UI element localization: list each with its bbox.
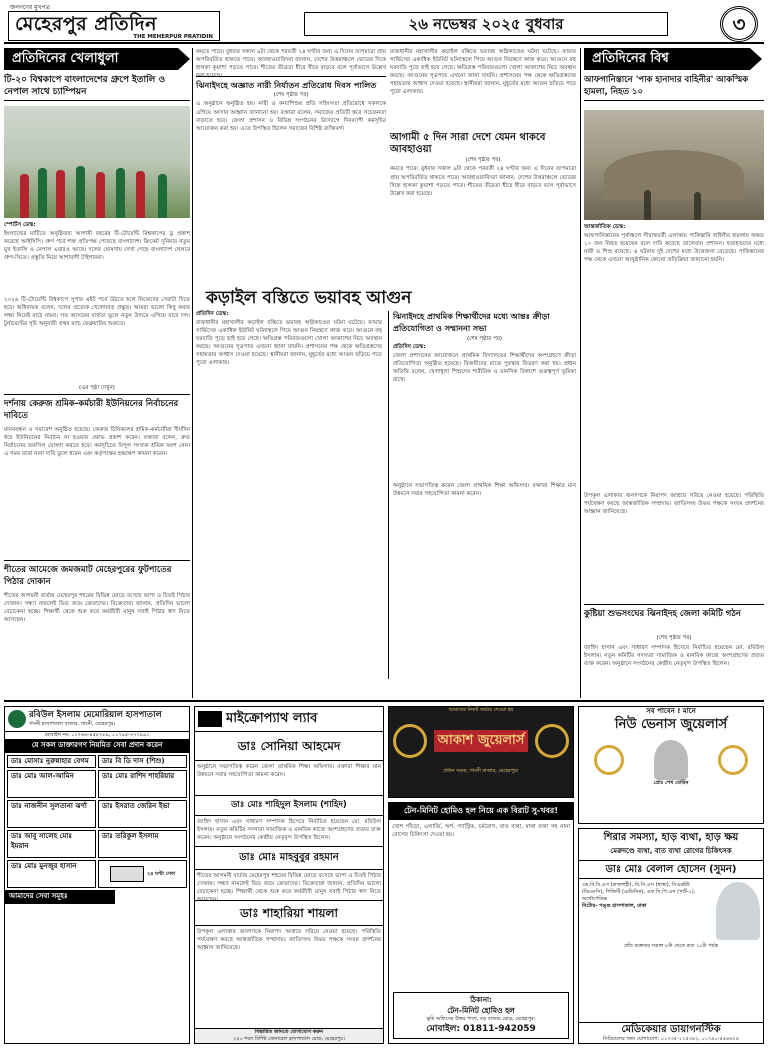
micro-doctor-1: ডাঃ সোনিয়া আহমেদ <box>195 732 383 761</box>
prev-story-tail: কমতে পারে। বুধবার সকাল ৯টা থেকে পরবর্তী ২৪ ঘণ্টার জন্য এ দিনের তাপমাত্রা প্রায় অপরিবর্তিত থাকতে পারে। আবহাওয়াবিদরা জানান, দেশের উত্তরাঞ্চলে ভোরের দিকে হালকা কুয়াশা পড়তে পারে। শীতের তীব্রতা ধীরে ধীরে বাড়বে বলে পূর্বাভাসে উল্লেখ করা হয়েছে। <box>196 49 386 80</box>
micro-doctor-4-details: উপকূল এলাকার জনগণকে নিরাপদ আশ্রয়ে সরিয়ে নেওয়া হয়েছে। পরিস্থিতি পর্যবেক্ষণ করছে আন্তর্জাতিক সম্প্রদায়। জাতিসংঘ উভয় পক্ষকে সংযম প্রদর্শনের আহ্বান জানিয়েছে। <box>197 928 381 952</box>
soldier-figure <box>644 190 651 220</box>
kerur-headline[interactable]: দর্শনায় কেরুজ শ্রমিক-কর্মচারী ইউনিয়নের নির্বাচনের দাবিতে <box>4 399 179 421</box>
ad-divider <box>4 700 764 702</box>
hospital-ad[interactable] <box>4 706 190 1044</box>
bone-doctor-ad[interactable] <box>578 828 764 1044</box>
doctor-name: ডাঃ মোসাঃ নুরুন্নাহার বেগম <box>7 755 96 768</box>
micropath-footer: বিস্তারিত জানতে যোগাযোগ করুন <box>254 1029 324 1035</box>
hospital-address: গাংনী হাসপাতাল বাজার, গাংনী, মেহেরপুর। <box>29 721 116 728</box>
divider <box>4 560 190 561</box>
bone-sub: মেরুদণ্ডে ব্যথা, বাত ব্যথা রোগের চিকিৎসক <box>610 846 732 855</box>
micropath-ad[interactable] <box>194 706 384 1044</box>
doctor-name: ডাঃ তরিকুল ইসলাম <box>98 830 187 858</box>
player-figure <box>56 170 65 218</box>
doctor-name: ডাঃ আবু সালেহ মোঃ ইমরান <box>7 830 96 858</box>
venus-title: নিউ ভেনাস জুয়েলার্স <box>614 717 728 733</box>
micropath-logo-icon <box>198 711 222 727</box>
doctor-name: ডাঃ মোঃ রাশিদ শাহরিয়ার <box>98 770 187 798</box>
jhenaidah-day-headline[interactable]: ঝিনাইদহে অজ্ঞাত নারী নির্যাতন প্রতিরোধ দিবস পালিত <box>196 76 386 91</box>
jhenaidah-byline: প্রতিদিন ডেস্ক: <box>393 344 426 351</box>
newspaper-title: মেহেরপুর প্রতিদিন <box>15 13 157 35</box>
akash-address: প্রধান সড়ক, গাংনী বাজার, মেহেরপুর। <box>443 768 519 774</box>
player-figure <box>158 174 167 218</box>
jhenaidah-body: জেলা প্রশাসনের আয়োজনে প্রাথমিক বিদ্যালয়ের শিক্ষার্থীদের অংশগ্রহণে ক্রীড়া প্রতিযোগিতা অনুষ্ঠিত হয়েছে। বিজয়ীদের মাঝে পুরস্কার বিতরণ করা হয়। প্রধান অতিথি বলেন, খেলাধুলা শিশুদের শারীরিক ও মানসিক বিকাশে গুরুত্বপূর্ণ ভূমিকা রাখে। <box>393 352 576 384</box>
center-top-body: এ অনুষ্ঠানে অনুষ্ঠিত হয়। নারী ও কন্যাশিশুর প্রতি সহিংসতা প্রতিরোধে সকলকে এগিয়ে আসার আহ্বান জানানো হয়। বক্তারা বলেন, সমাজের প্রতিটি স্তরে সচেতনতা বাড়াতে হবে। জেলা প্রশাসন ও বিভিন্ন সংগঠনের উদ্যোগে দিনব্যাপী কর্মসূচির আয়োজন করা হয়। এতে উপস্থিত ছিলেন সমাজের বিশিষ্ট ব্যক্তিবর্গ। <box>196 101 386 132</box>
bone-schedule: প্রতি শুক্রবার সকাল ৮টা থেকে রাত ১০টা পর্যন্ত <box>623 943 719 950</box>
homeo-headline: টেন-মিনিট হোমিও হল নিয়ে এক বিরাট সু-খবর! <box>389 803 573 820</box>
bone-doctor-name: ডাঃ মোঃ বেলাল হোসেন (সুমন) <box>579 860 763 880</box>
fire-headline[interactable]: কড়াইল বস্তিতে ভয়াবহ আগুন <box>206 288 412 308</box>
homeo-contact-address: ভূমি অফিসের উত্তর পাশে, বড় বাজার মোড়, মেহেরপুর। <box>426 1015 536 1022</box>
bone-clinic-address: সিরিয়ালের জন্য যোগাযোগ: ০১৭৩৫-২২৫৩৪২, ০১৭৯০-৫৪৪৬২৪ <box>602 1036 740 1042</box>
ambulance-label: ২৪ ঘণ্টা সেবা <box>146 870 176 877</box>
micro-doctor-4: ডাঃ শাহারিয়া শায়লা <box>195 900 383 926</box>
kushtia-body: জাহিদ হাসান এবং সাধারণ সম্পাদক হিসেবে নির্বাচিত হয়েছেন মো. রবিউল ইসলাম। নতুন কমিটির সদস্যরা সামাজিক ও মানবিক কাজে অংশগ্রহণের প্রত্যয় ব্যক্ত করেন। অনুষ্ঠানে সংগঠনের কেন্দ্রীয় নেতৃবৃন্দ উপস্থিত ছিলেন। <box>584 645 764 668</box>
micropath-name: মাইক্রোপ্যাথ ল্যাব <box>226 711 318 726</box>
jhenaidah-sports-headline[interactable]: ঝিনাইদহে প্রাথমিক শিক্ষার্থীদের মধ্যে আন্তঃ ক্রীড়া প্রতিযোগিতা ও সম্মাননা সভা <box>393 312 550 333</box>
sports-body: ইংল্যান্ডের মাটিতে অনুষ্ঠিতব্য আগামী বছরের টি-টোয়েন্টি বিশ্বকাপের ড্র প্রকাশ করেছে আইসিসি। গ্রুপ পর্বে শক্ত প্রতিপক্ষ পেয়েছে বাংলাদেশ। ক্রিকেট দুনিয়ার নতুন মুখ ইতালি ও নেপাল এবারও আছে। দলের ঘোষণায় দেখা গেছে বাংলাদেশ খেলবে গ্রুপ-সিতে। প্রস্তুতি নিয়ে আশাবাদী টাইগাররা। <box>4 230 190 261</box>
sports-continued[interactable]: (এর পৃষ্ঠা দেখুন) <box>79 385 115 391</box>
afghan-border-photo <box>584 110 764 220</box>
hospital-logo-icon <box>8 710 26 728</box>
column-rule <box>192 48 193 698</box>
bone-degrees: এম.বি.বি.এস (রাজশাহী), বি.সি.এস (স্বাস্থ্য), সিএমইউ (ডিএমসি), পিজিটি (মেডিসিন), এফ.সি.পি.এস (পার্ট-১), অর্থোপেডিক্স <box>582 882 696 903</box>
pitha-headline[interactable]: শীতের আমেজে জমজমাট মেহেরপুরের ফুটপাতের পিঠার দোকান <box>4 565 172 587</box>
column-rule <box>580 48 581 698</box>
newspaper-logo[interactable] <box>8 11 220 41</box>
micro-doctor-3-details: শীতের আগমনী বার্তায় মেহেরপুর শহরের বিভিন্ন মোড়ে বসেছে ভাপা ও চিতই পিঠার দোকান। সন্ধ্যা নামলেই ভিড় জমে ক্রেতাদের। বিক্রেতারা জানান, প্রতিদিন ভালো বেচাকেনা হচ্ছে। শিক্ষার্থী থেকে শুরু করে কর্মজীবী মানুষ সবাই পিঠার স্বাদ নিতে আসছেন। <box>197 872 381 903</box>
player-figure <box>96 172 105 218</box>
ring-icon <box>594 745 624 775</box>
venus-slogan: সব পাবেন ! মানে <box>646 707 696 715</box>
weather-headline[interactable]: আগামী ৫ দিন সারা দেশে যেমন থাকবে আবহাওয়া <box>390 132 546 155</box>
center-top-section <box>196 48 386 288</box>
divider <box>4 394 190 395</box>
player-figure <box>116 168 125 218</box>
center-top-continued[interactable]: (শেষ পৃষ্ঠার পর) <box>273 92 309 98</box>
micro-doctor-1-details: অনুষ্ঠানে সভাপতিত্ব করেন জেলা প্রাথমিক শিক্ষা অফিসার। বক্তারা শিক্ষার মান উন্নয়নে সবার সহযোগিতা কামনা করেন। <box>197 763 381 778</box>
player-figure <box>136 171 145 218</box>
akash-name: আকাশ জুয়েলার্স <box>434 730 529 752</box>
doctor-name: ডাঃ মোঃ মুনজুর হাসান <box>7 860 96 888</box>
player-figure <box>76 166 85 218</box>
divider <box>584 604 764 605</box>
doctor-name: ডাঃ মোঃ আল-আমিন <box>7 770 96 798</box>
micro-doctor-3: ডাঃ মোঃ মাহবুবুর রহমান <box>195 846 383 870</box>
necklace-icon <box>393 724 427 758</box>
owner-photo <box>654 740 688 780</box>
hospital-name: রবিউল ইসলাম মেমোরিয়াল হাসপাতাল <box>29 710 162 720</box>
newspaper-subtitle: THE MEHERPUR PRATIDIN <box>133 34 213 40</box>
world-section-header: প্রতিদিনের বিশ্ব <box>584 48 750 70</box>
world-byline: আন্তর্জাতিক ডেস্ক: <box>584 224 626 230</box>
world-headline[interactable]: আফগানিস্তানে 'পাক হানাদার বাহিনীর' আকস্মিক হামলা, নিহত ১০ <box>584 74 764 101</box>
hospital-banner: যে সকল ডাক্তারগণ নিয়মিত সেবা প্রদান করেন <box>5 739 189 752</box>
world-section <box>584 48 764 698</box>
homeo-ad[interactable] <box>388 802 574 1044</box>
weather-continued[interactable]: (শেষ পৃষ্ঠার পর) <box>465 157 501 163</box>
prev-story-tail-2: রাজধানীর মহাখালীর কড়াইল বস্তিতে ভয়াবহ অগ্নিকাণ্ডের ঘটনা ঘটেছে। ফায়ার সার্ভিসের একাধিক ইউনিট ঘটনাস্থলে গিয়ে আগুন নিয়ন্ত্রণে কাজ করে। আগুনে বহু ঘরবাড়ি পুড়ে ছাই হয়ে গেছে। ক্ষতিগ্রস্ত পরিবারগুলো খোলা আকাশের নিচে অবস্থান করছে। আগুনের সূত্রপাত এখনো জানা যায়নি। প্রশাসনের পক্ষ থেকে ক্ষতিগ্রস্তদের সহায়তার আশ্বাস দেওয়া হয়েছে। স্থানীয়রা জানান, মুহূর্তের মধ্যে আগুন ছড়িয়ে পড়ে পুরো এলাকায়। <box>390 49 576 96</box>
kushtia-headline[interactable]: কুষ্টিয়া শুভসংঘের ঝিনাইদহ জেলা কমিটি গঠন <box>584 609 741 619</box>
kushtia-continued[interactable]: (শেষ পৃষ্ঠার পর) <box>656 635 692 641</box>
world-body: আফগানিস্তানের পূর্বাঞ্চলে সীমান্তবর্তী এলাকায় পাকিস্তানি বাহিনীর হামলায় অন্তত ১০ জন নিহত হয়েছেন বলে দাবি করেছে তালেবান প্রশাসন। হতাহতদের মধ্যে নারী ও শিশু রয়েছে। এ ঘটনায় দুই দেশের মধ্যে উত্তেজনা বেড়েছে। পাকিস্তানের পক্ষ থেকে এখনো আনুষ্ঠানিক কোনো প্রতিক্রিয়া জানানো হয়নি। <box>584 232 764 263</box>
hospital-phone: মোবাইল নং: ০১৭৬৬-৪৫৮৭৮৯, ০১৭৯৫-৩৭৭৯৯১ <box>44 732 150 739</box>
services-title: আমাদের সেবা সমূহঃ <box>5 890 115 903</box>
world-body-2: উপকূল এলাকার জনগণকে নিরাপদ আশ্রয়ে সরিয়ে নেওয়া হয়েছে। পরিস্থিতি পর্যবেক্ষণ করছে আন্তর্জাতিক সম্প্রদায়। জাতিসংঘ উভয় পক্ষকে সংযম প্রদর্শনের আহ্বান জানিয়েছে। <box>584 493 764 516</box>
homeo-contact-name: টেন-মিনিট হোমিও হল <box>447 1005 515 1015</box>
venus-owner: প্রোঃ শেখ মোমিন <box>653 779 689 786</box>
akash-top: আমাদের নিকট অর্ডার দেওয়া হয় <box>448 707 514 713</box>
pitha-body: শীতের আগমনী বার্তায় মেহেরপুর শহরের বিভিন্ন মোড়ে বসেছে ভাপা ও চিতই পিঠার দোকান। সন্ধ্যা নামলেই ভিড় জমে ক্রেতাদের। বিক্রেতারা জানান, প্রতিদিন ভালো বেচাকেনা হচ্ছে। শিক্ষার্থী থেকে শুরু করে কর্মজীবী মানুষ সবাই পিঠার স্বাদ নিতে আসছেন। <box>4 593 190 624</box>
doctor-name: ডাঃ ইসরাত জেরিন ইভা <box>98 800 187 828</box>
bone-headline: শিরার সমস্যা, হাড় ব্যথা, হাড় ক্ষয় <box>603 832 739 843</box>
weather-body: কমতে পারে। বুধবার সকাল ৯টা থেকে পরবর্তী ২৪ ঘণ্টার জন্য এ দিনের তাপমাত্রা প্রায় অপরিবর্তিত থাকতে পারে। আবহাওয়াবিদরা জানান, দেশের উত্তরাঞ্চলে ভোরের দিকে হালকা কুয়াশা পড়তে পারে। শীতের তীব্রতা ধীরে ধীরে বাড়বে বলে পূর্বাভাসে উল্লেখ করা হয়েছে। <box>390 166 576 197</box>
weather-section <box>390 48 576 288</box>
doctor-name: ডাঃ নাজনীন সুলতানা ঝর্ণা <box>7 800 96 828</box>
bone-clinic: মেডিকেয়ার ডায়াগনস্টিক <box>621 1023 721 1035</box>
masthead <box>4 2 764 44</box>
homeo-points: খোশ পাঁচড়া, এলার্জি, অর্শ, গ্যাস্ট্রিক, চর্মরোগ, বাত ব্যথা, মাথা ব্যথা সহ নানা রোগের চিকিৎসা দেওয়া হয়। <box>392 823 570 838</box>
bone-hospital: নিটোর- পঙ্গু হাসপাতাল, ঢাকা <box>582 903 647 910</box>
akash-jewellers-ad[interactable] <box>388 706 574 798</box>
sports-section-header: প্রতিদিনের খেলাধুলা <box>4 48 178 70</box>
sports-body-continued: ২০২৬ টি-টোয়েন্টি বিশ্বকাপে সুপার এইট পর্বে উঠতে হলে নিজেদের সেরাটা দিতে হবে। অধিনায়ক বলেন, দলের প্রত্যেক খেলোয়াড় প্রস্তুত। আমরা ভালো কিছু করার লক্ষ্য নিয়েই মাঠে নামব। গত আসরের ব্যর্থতা ভুলে নতুন উদ্যমে এগিয়ে যাবে দল। টুর্নামেন্টের সূচি অনুযায়ী প্রথম ম্যাচ ফেব্রুয়ারির শুরুতে। <box>4 297 190 328</box>
ambulance-icon <box>110 866 144 882</box>
micropath-address: ২৫০ শয্যা বিশিষ্ট জেনারেল হাসপাতাল রোড, মেহেরপুর। <box>233 1036 345 1042</box>
jhenaidah-body-2: অনুষ্ঠানে সভাপতিত্ব করেন জেলা প্রাথমিক শিক্ষা অফিসার। বক্তারা শিক্ষার মান উন্নয়নে সবার সহযোগিতা কামনা করেন। <box>393 482 576 498</box>
sports-section <box>4 48 190 698</box>
micro-doctor-2: ডাঃ মোঃ শাহিদুল ইসলাম (শাহিদ) <box>195 795 383 816</box>
fire-body: রাজধানীর মহাখালীর কড়াইল বস্তিতে ভয়াবহ অগ্নিকাণ্ডের ঘটনা ঘটেছে। ফায়ার সার্ভিসের একাধিক ইউনিট ঘটনাস্থলে গিয়ে আগুন নিয়ন্ত্রণে কাজ করে। আগুনে বহু ঘরবাড়ি পুড়ে ছাই হয়ে গেছে। ক্ষতিগ্রস্ত পরিবারগুলো খোলা আকাশের নিচে অবস্থান করছে। আগুনের সূত্রপাত এখনো জানা যায়নি। প্রশাসনের পক্ষ থেকে ক্ষতিগ্রস্তদের সহায়তার আশ্বাস দেওয়া হয়েছে। স্থানীয়রা জানান, মুহূর্তের মধ্যে আগুন ছড়িয়ে পড়ে পুরো এলাকায়। <box>196 319 382 367</box>
sports-headline[interactable]: টি-২০ বিশ্বকাপে বাংলাদেশের গ্রুপে ইতালি ও নেপাল সাথে চ্যাম্পিয়ন <box>4 74 190 101</box>
doctor-name: ডাঃ বি ডি দাস (শিশু) <box>98 755 187 768</box>
player-figure <box>20 174 29 218</box>
cricket-team-photo <box>4 106 190 218</box>
micro-doctor-2-details: জাহিদ হাসান এবং সাধারণ সম্পাদক হিসেবে নির্বাচিত হয়েছেন মো. রবিউল ইসলাম। নতুন কমিটির সদস্যরা সামাজিক ও মানবিক কাজে অংশগ্রহণের প্রত্যয় ব্যক্ত করেন। অনুষ্ঠানে সংগঠনের কেন্দ্রীয় নেতৃবৃন্দ উপস্থিত ছিলেন। <box>197 819 381 842</box>
venus-jewellers-ad[interactable] <box>578 706 764 824</box>
bangle-icon <box>718 745 748 775</box>
fire-section <box>196 290 576 690</box>
page-number: ৩ <box>720 6 758 42</box>
dateline: ২৬ নভেম্বর ২০২৫ বুধবার <box>304 12 668 36</box>
homeo-mobile[interactable]: মোবাইল: 01811-942059 <box>426 1023 536 1034</box>
masthead-tagline: জনগণের মুখপত্র <box>10 4 50 11</box>
jhenaidah-continued[interactable]: (শেষ পৃষ্ঠার পর) <box>466 336 502 342</box>
soldier-figure <box>694 192 701 220</box>
fire-byline: প্রতিদিন ডেস্ক: <box>196 311 229 317</box>
homeo-contact-title: ঠিকানা: <box>470 996 492 1005</box>
player-figure <box>38 168 47 218</box>
kerur-body: মানববন্ধন ও সমাবেশ অনুষ্ঠিত হয়েছে। কেরুজ চিনিকলের শ্রমিক-কর্মচারীরা দীর্ঘদিন ধরে ইউনিয়নের নির্বাচন না হওয়ায় ক্ষোভ প্রকাশ করেন। বক্তারা বলেন, দ্রুত নির্বাচনের তফসিল ঘোষণা করতে হবে। কর্মসূচিতে বিপুল সংখ্যক শ্রমিক অংশ নেন। এ সময় তারা নানা দাবি তুলে ধরেন এবং কর্তৃপক্ষের হস্তক্ষেপ কামনা করেন। <box>4 427 190 458</box>
mountain-shape <box>604 150 744 200</box>
bangle-icon <box>535 724 569 758</box>
sports-byline: স্পোর্টস ডেস্ক: <box>4 222 36 228</box>
doctor-photo <box>716 882 760 940</box>
